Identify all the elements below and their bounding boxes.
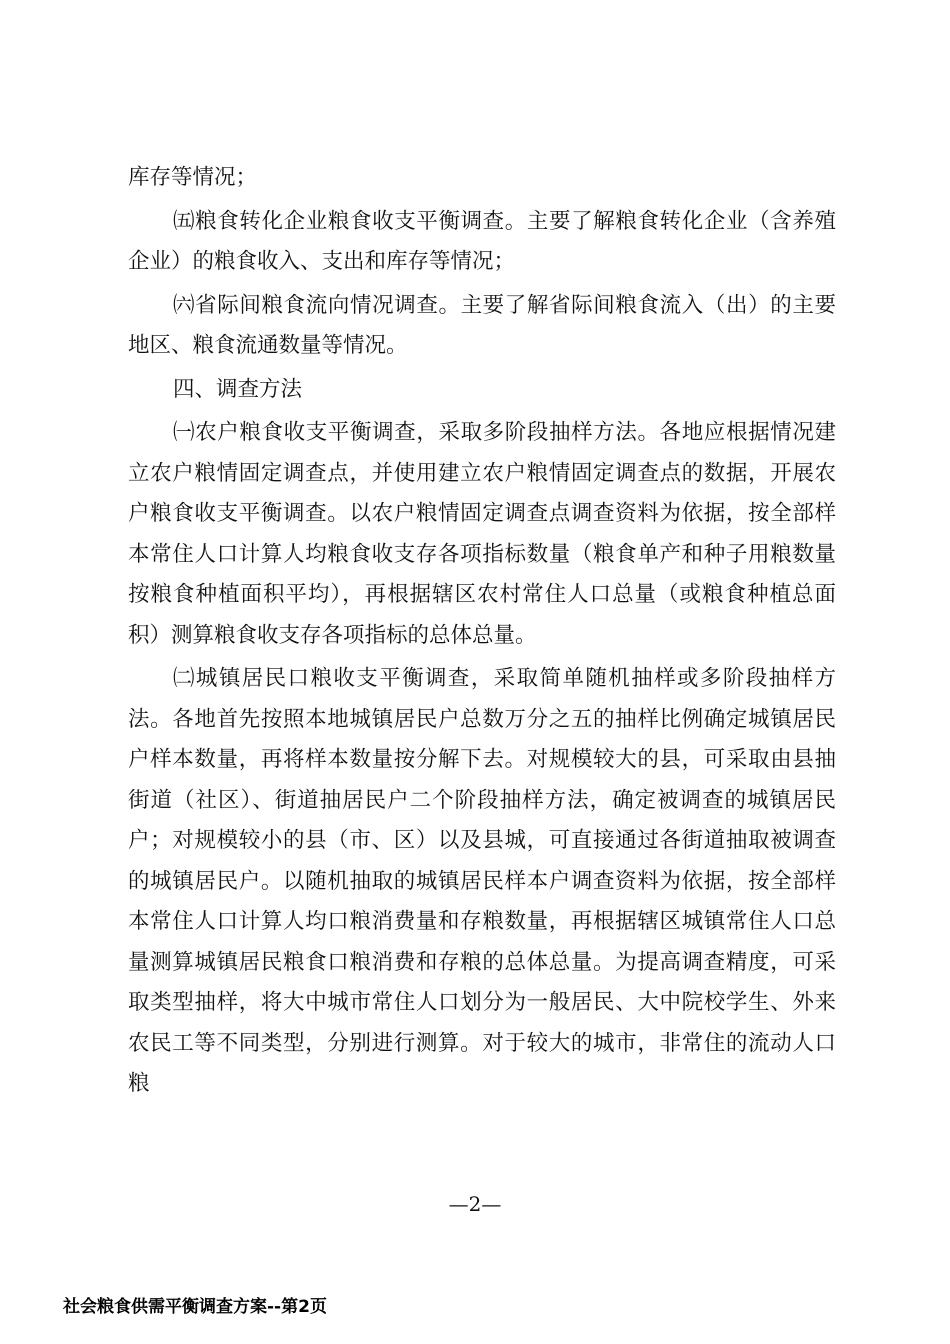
paragraph-item-6: ㈥省际间粮食流向情况调查。主要了解省际间粮食流入（出）的主要地区、粮食流通数量等情况。 — [128, 292, 836, 358]
paragraph-method-1: ㈠农户粮食收支平衡调查，采取多阶段抽样方法。各地应根据情况建立农户粮情固定调查点，并使用建立农户粮情固定调查点的数据，开展农户粮食收支平衡调查。以农户粮情固定调查点调查资料为依据，按全部样本常住人口计算人均粮食收支存各项指标数量（粮食单产和种子用粮数量按粮食种植面积平均），再根据辖区农村常住人口总量（或粮食种植总面积）测算粮食收支存各项指标的总体总量。 — [128, 420, 836, 648]
document-body — [128, 158, 836, 1105]
paragraph-item-5: ㈤粮食转化企业粮食收支平衡调查。主要了解粮食转化企业（含养殖企业）的粮食收入、支出和库存等情况； — [128, 208, 836, 274]
footer-caption: 社会粮食供需平衡调查方案--第2页 — [63, 1297, 327, 1317]
paragraph-method-2: ㈡城镇居民口粮收支平衡调查，采取简单随机抽样或多阶段抽样方法。各地首先按照本地城镇居民户总数万分之五的抽样比例确定城镇居民户样本数量，再将样本数量按分解下去。对规模较大的县，可采取由县抽街道（社区）、街道抽居民户二个阶段抽样方法，确定被调查的城镇居民户；对规模较小的县（市、区）以及县城，可直接通过各街道抽取被调查的城镇居民户。以随机抽取的城镇居民样本户调查资料为依据，按全部样本常住人口计算人均口粮消费量和存粮数量，再根据辖区城镇常住人口总量测算城镇居民粮食口粮消费和存粮的总体总量。为提高调查精度，可采取类型抽样，将大中城市常住人口划分为一般居民、大中院校学生、外来农民工等不同类型，分别进行测算。对于较大的城市，非常住的流动人口粮 — [128, 666, 836, 1096]
paragraph-continuation: 库存等情况； — [128, 165, 258, 190]
page-number: —2— — [448, 1192, 502, 1216]
section-heading-survey-methods: 四、调查方法 — [173, 376, 303, 402]
